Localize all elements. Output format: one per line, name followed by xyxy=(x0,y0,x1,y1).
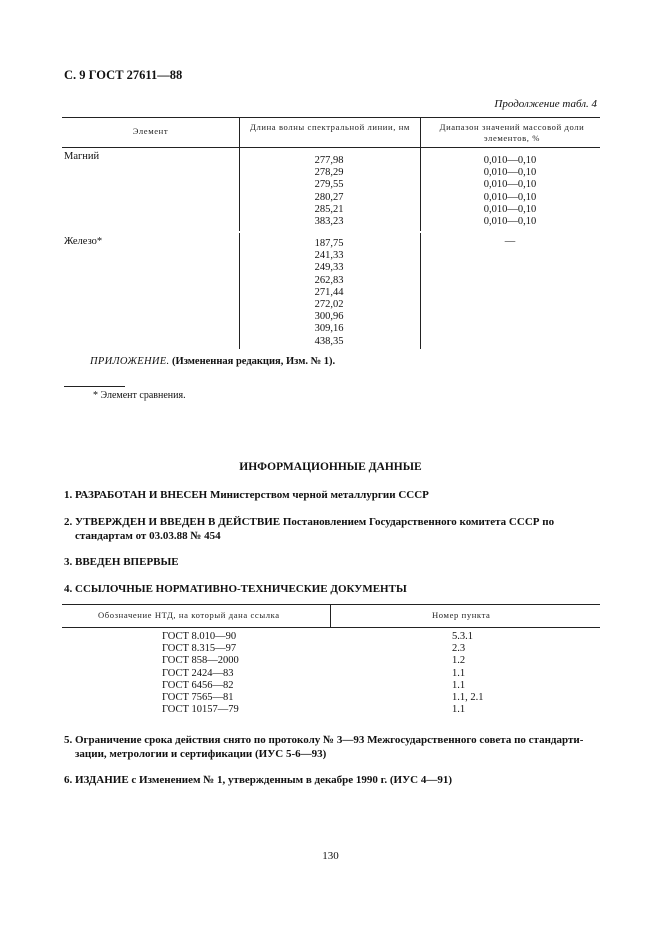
table-cell: 438,35 xyxy=(314,335,344,347)
ref-table-header-rule xyxy=(62,627,600,628)
table-cell: 1.1, 2.1 xyxy=(452,691,484,703)
appendix-edition-note: (Измененная редакция, Изм. № 1). xyxy=(169,356,336,367)
table-cell: — xyxy=(504,236,516,247)
table-cell: 187,75 xyxy=(314,238,344,249)
table-header-rule xyxy=(62,147,600,148)
table-cell: 271,44 xyxy=(314,286,344,298)
table-cell: 1.1 xyxy=(452,679,466,691)
table-cell: 1.1 xyxy=(452,704,466,716)
footnote: * Элемент сравнения. xyxy=(93,390,186,401)
table-col-divider-2a xyxy=(420,117,421,231)
info-section-title: ИНФОРМАЦИОННЫЕ ДАННЫЕ xyxy=(239,461,422,473)
range-list-iron xyxy=(455,236,565,248)
ref-point-list xyxy=(452,631,484,716)
ref-doc-list xyxy=(162,631,239,716)
column-header-wavelength: Длина волны спектральной линии, нм xyxy=(250,122,410,132)
element-name-iron: Железо* xyxy=(64,236,103,247)
table-col-divider-1b xyxy=(239,233,240,349)
column-header-element: Элемент xyxy=(132,126,169,136)
footnote-rule xyxy=(64,386,125,387)
page-header: С. 9 ГОСТ 27611—88 xyxy=(64,68,183,82)
table-cell: 277,98 xyxy=(314,155,344,166)
table-cell: 2.3 xyxy=(452,643,466,655)
column-header-range: Диапазон значений массовой доли элементов, % xyxy=(439,122,585,143)
table-cell: 1.2 xyxy=(452,655,466,667)
table-cell: ГОСТ 858—2000 xyxy=(162,655,239,667)
table-cell: 0,010—0,10 xyxy=(483,215,537,227)
appendix-note xyxy=(90,356,335,367)
table-cell: ГОСТ 7565—81 xyxy=(162,691,234,703)
table-cell: 285,21 xyxy=(314,203,344,215)
table-cell: 300,96 xyxy=(314,311,344,323)
table-cell: 249,33 xyxy=(314,262,344,274)
table-cell: 279,55 xyxy=(314,179,344,191)
info-item-1: 1. РАЗРАБОТАН И ВНЕСЕН Министерством черной металлургии СССР xyxy=(64,489,429,501)
table-cell: 278,29 xyxy=(314,167,344,179)
ref-table-top-rule xyxy=(62,604,600,605)
table-cell: 0,010—0,10 xyxy=(483,191,537,203)
table-col-divider-1a xyxy=(239,117,240,231)
table-cell: 280,27 xyxy=(314,191,344,203)
wavelength-list-magnesium xyxy=(274,155,384,228)
info-item-4: 4. ССЫЛОЧНЫЕ НОРМАТИВНО-ТЕХНИЧЕСКИЕ ДОКУМЕНТЫ xyxy=(64,583,407,595)
table-cell: ГОСТ 6456—82 xyxy=(162,679,234,691)
wavelength-list-iron xyxy=(274,238,384,348)
info-item-5-line-1: 5. Ограничение срока действия снято по протоколу № 3—93 Межгосударственного совета по стандарти- xyxy=(64,734,584,746)
table-cell: 383,23 xyxy=(314,215,344,227)
table-cell: 309,16 xyxy=(314,323,344,335)
table-cell: 5.3.1 xyxy=(452,631,473,642)
table-cell: ГОСТ 8.315—97 xyxy=(162,643,237,655)
table-cell: ГОСТ 10157—79 xyxy=(162,704,239,716)
table-cell: ГОСТ 8.010—90 xyxy=(162,631,237,642)
table-cell: 272,02 xyxy=(314,298,344,310)
ref-table-col-divider xyxy=(330,604,331,627)
info-item-2-line-2: стандартам от 03.03.88 № 454 xyxy=(75,530,221,542)
ref-column-header-point: Номер пункта xyxy=(432,610,491,620)
table-cell: 0,010—0,10 xyxy=(483,203,537,215)
table-cell: 0,010—0,10 xyxy=(483,167,537,179)
ref-column-header-doc: Обозначение НТД, на который дана ссылка xyxy=(98,610,280,620)
element-name-magnesium: Магний xyxy=(64,151,100,162)
table-cell: 241,33 xyxy=(314,250,344,262)
table-top-rule xyxy=(62,117,600,118)
table-continuation-label: Продолжение табл. 4 xyxy=(494,98,597,110)
info-item-6: 6. ИЗДАНИЕ с Изменением № 1, утвержденным в декабре 1990 г. (ИУС 4—91) xyxy=(64,774,453,786)
table-col-divider-2b xyxy=(420,233,421,349)
info-item-2-line-1: 2. УТВЕРЖДЕН И ВВЕДЕН В ДЕЙСТВИЕ Постановлением Государственного комитета СССР по xyxy=(64,516,555,528)
info-item-3: 3. ВВЕДЕН ВПЕРВЫЕ xyxy=(64,556,179,568)
table-cell: 0,010—0,10 xyxy=(483,155,537,166)
table-cell: ГОСТ 2424—83 xyxy=(162,667,234,679)
appendix-label: ПРИЛОЖЕНИЕ. xyxy=(90,356,170,367)
info-item-5-line-2: зации, метрологии и сертификации (ИУС 5-6—93) xyxy=(75,748,327,760)
table-cell: 1.1 xyxy=(452,667,466,679)
table-cell: 0,010—0,10 xyxy=(483,179,537,191)
page-number: 130 xyxy=(322,850,339,862)
range-list-magnesium xyxy=(455,155,565,228)
table-cell: 262,83 xyxy=(314,274,344,286)
